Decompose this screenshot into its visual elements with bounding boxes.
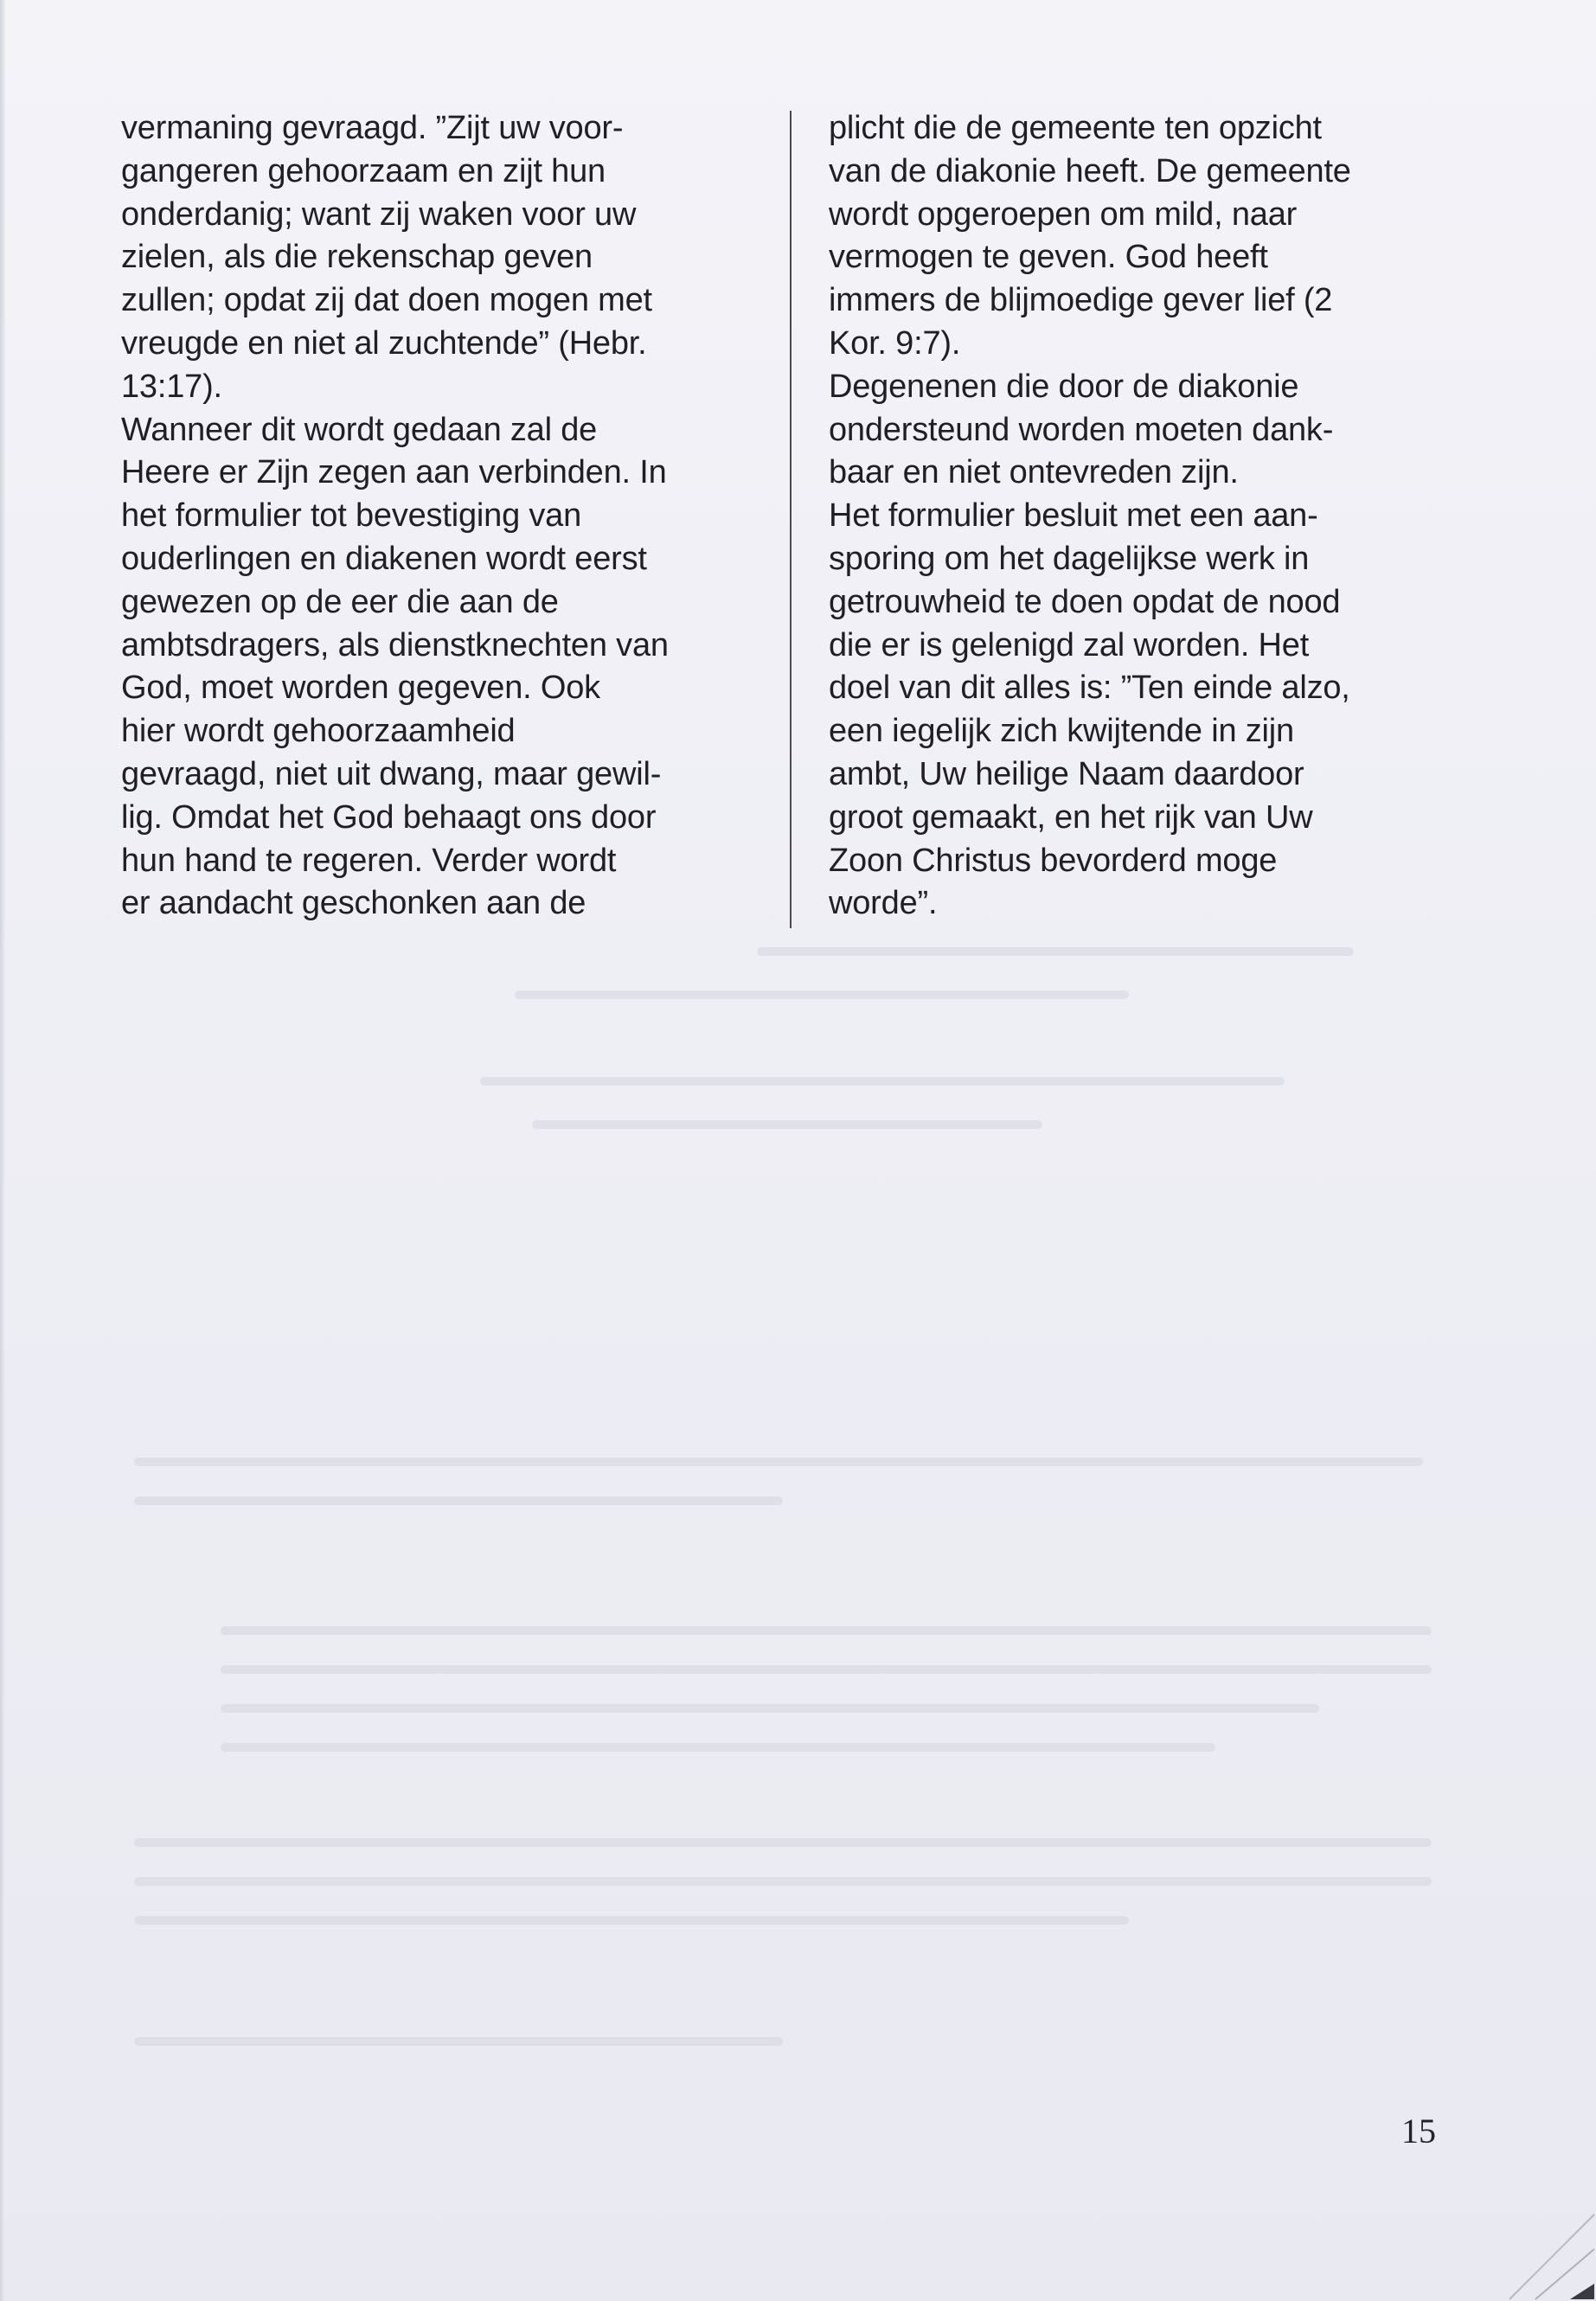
page-corner-mark <box>1475 2180 1596 2301</box>
paragraph: plicht die de gemeente ten opzicht van de diakonie heeft. De gemeente wordt opgeroepen om mild, naar vermogen te geven. God heeft immers de blijmoedige gever lief (2 Kor. 9:7). <box>829 110 1351 362</box>
paragraph: Het formulier besluit met een aan- sporing om het dagelijkse werk in getrouwheid te doen opdat de nood die er is gelenigd zal worden. Het doel van dit alles is: ”Ten einde alzo, een iegelijk zich kwijtende in zijn ambt, Uw heilige Naam daardoor groot gemaakt, en het rijk van Uw Zoon Christus bevorderd moge worde”. <box>829 497 1350 922</box>
left-text-column <box>121 107 753 926</box>
paragraph: Degenenen die door de diakonie ondersteund worden moeten dank- baar en niet ontevreden zijn. <box>829 368 1334 491</box>
paragraph: vermaning gevraagd. ”Zijt uw voor- gangeren gehoorzaam en zijt hun onderdanig; want zij waken voor uw zielen, als die rekenschap geven zullen; opdat zij dat doen mogen met vreugde en niet al zuchtende” (Hebr. 13:17). <box>121 110 652 405</box>
column-divider <box>790 111 792 928</box>
right-text-column <box>829 107 1460 926</box>
page-edge-shadow <box>0 0 5 2301</box>
paragraph: Wanneer dit wordt gedaan zal de Heere er Zijn zegen aan verbinden. In het formulier tot bevestiging van ouderlingen en diakenen wordt eerst gewezen op de eer die aan de ambtsdragers, als dienstknechten van God, moet worden gegeven. Ook hier wordt gehoorzaamheid gevraagd, niet uit dwang, maar gewil- lig. Omdat het God behaagt ons door hun hand te regeren. Verder wordt er aandacht geschonken aan de <box>121 411 669 922</box>
page-number: 15 <box>1401 2112 1436 2150</box>
